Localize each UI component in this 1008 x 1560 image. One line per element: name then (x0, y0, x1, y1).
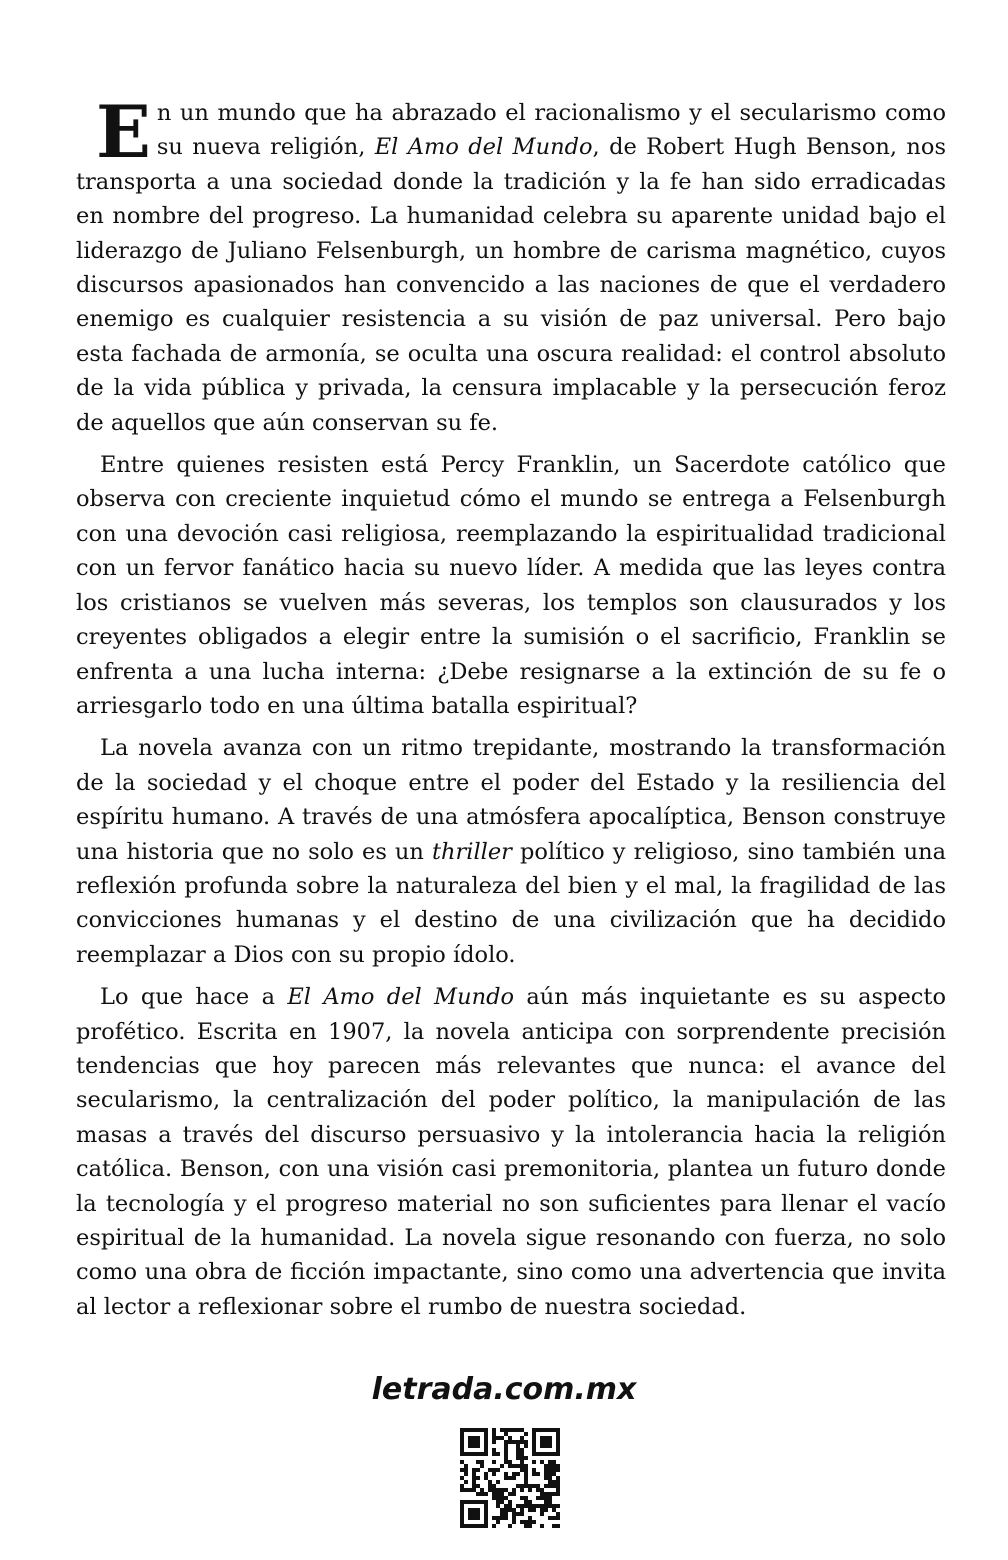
book-title-italic: El Amo del Mundo (374, 134, 593, 161)
paragraph-3-text-a: La novela avanza con un ritmo trepidante, mostrando la transformación de la sociedad y el choque entre el poder del Estado y la resiliencia del espíritu humano. A través de una atmósfera apocalíptica, Benson construye una historia que no solo es un (76, 735, 946, 865)
paragraph-4-text-a: Lo que hace a (100, 984, 288, 1011)
paragraph-1-text-b: , de Robert Hugh Benson, nos transporta a una sociedad donde la tradición y la fe han sido erradicadas en nombre del progreso. La humanidad celebra su aparente unidad bajo el liderazgo de Juliano Felsenburgh, un hombre de carisma magnético, cuyos discursos apasionados han convencido a las naciones de que el verdadero enemigo es cualquier resistencia a su visión de paz universal. Pero bajo esta fachada de armonía, se oculta una oscura realidad: el control absoluto de la vida pública y privada, la censura implacable y la persecución feroz de aquellos que aún conservan su fe. (76, 134, 946, 436)
paragraph-1 (76, 89, 946, 440)
drop-cap: E (96, 89, 151, 174)
thriller-italic: thriller (431, 838, 512, 865)
paragraph-4-text-b: aún más inquietante es su aspecto profético. Escrita en 1907, la novela anticipa con sorprendente precisión tendencias que hoy parecen más relevantes que nunca: el avance del secularismo, la centralización del poder político, la manipulación de las masas a través del discurso persuasivo y la intolerancia hacia la religión católica. Benson, con una visión casi premonitoria, plantea un futuro donde la tecnología y el progreso material no son suficientes para llenar el vacío espiritual de la humanidad. La novela sigue resonando con fuerza, no solo como una obra de ficción impactante, sino como una advertencia que invita al lector a reflexionar sobre el rumbo de nuestra sociedad. (76, 984, 946, 1320)
paragraph-3-text-b: político y religioso, sino también una reflexión profunda sobre la naturaleza del bien y el mal, la fragilidad de las convicciones humanas y el destino de una civilización que ha decidido reemplazar a Dios con su propio ídolo. (76, 838, 947, 968)
paragraph-3 (76, 731, 946, 972)
qr-code-icon[interactable] (460, 1428, 560, 1528)
paragraph-1-text-a: n un mundo que ha abrazado el racionalismo y el secularismo como su nueva religión, (156, 100, 946, 161)
paragraph-2 (76, 448, 946, 723)
back-cover-text (76, 89, 947, 1332)
paragraph-2-text: Entre quienes resisten está Percy Franklin, un Sacerdote católico que observa con creciente inquietud cómo el mundo se entrega a Felsenburgh con una devoción casi religiosa, reemplazando la espiritualidad tradicional con un fervor fanático hacia su nuevo líder. A medida que las leyes contra los cristianos se vuelven más severas, los templos son clausurados y los creyentes obligados a elegir entre la sumisión o el sacrificio, Franklin se enfrenta a una lucha interna: ¿Debe resignarse a la extinción de su fe o arriesgarlo todo en una última batalla espiritual? (76, 452, 946, 719)
paragraph-4 (76, 980, 946, 1324)
book-title-italic-2: El Amo del Mundo (287, 984, 515, 1011)
publisher-website[interactable]: letrada.com.mx (371, 1372, 637, 1407)
